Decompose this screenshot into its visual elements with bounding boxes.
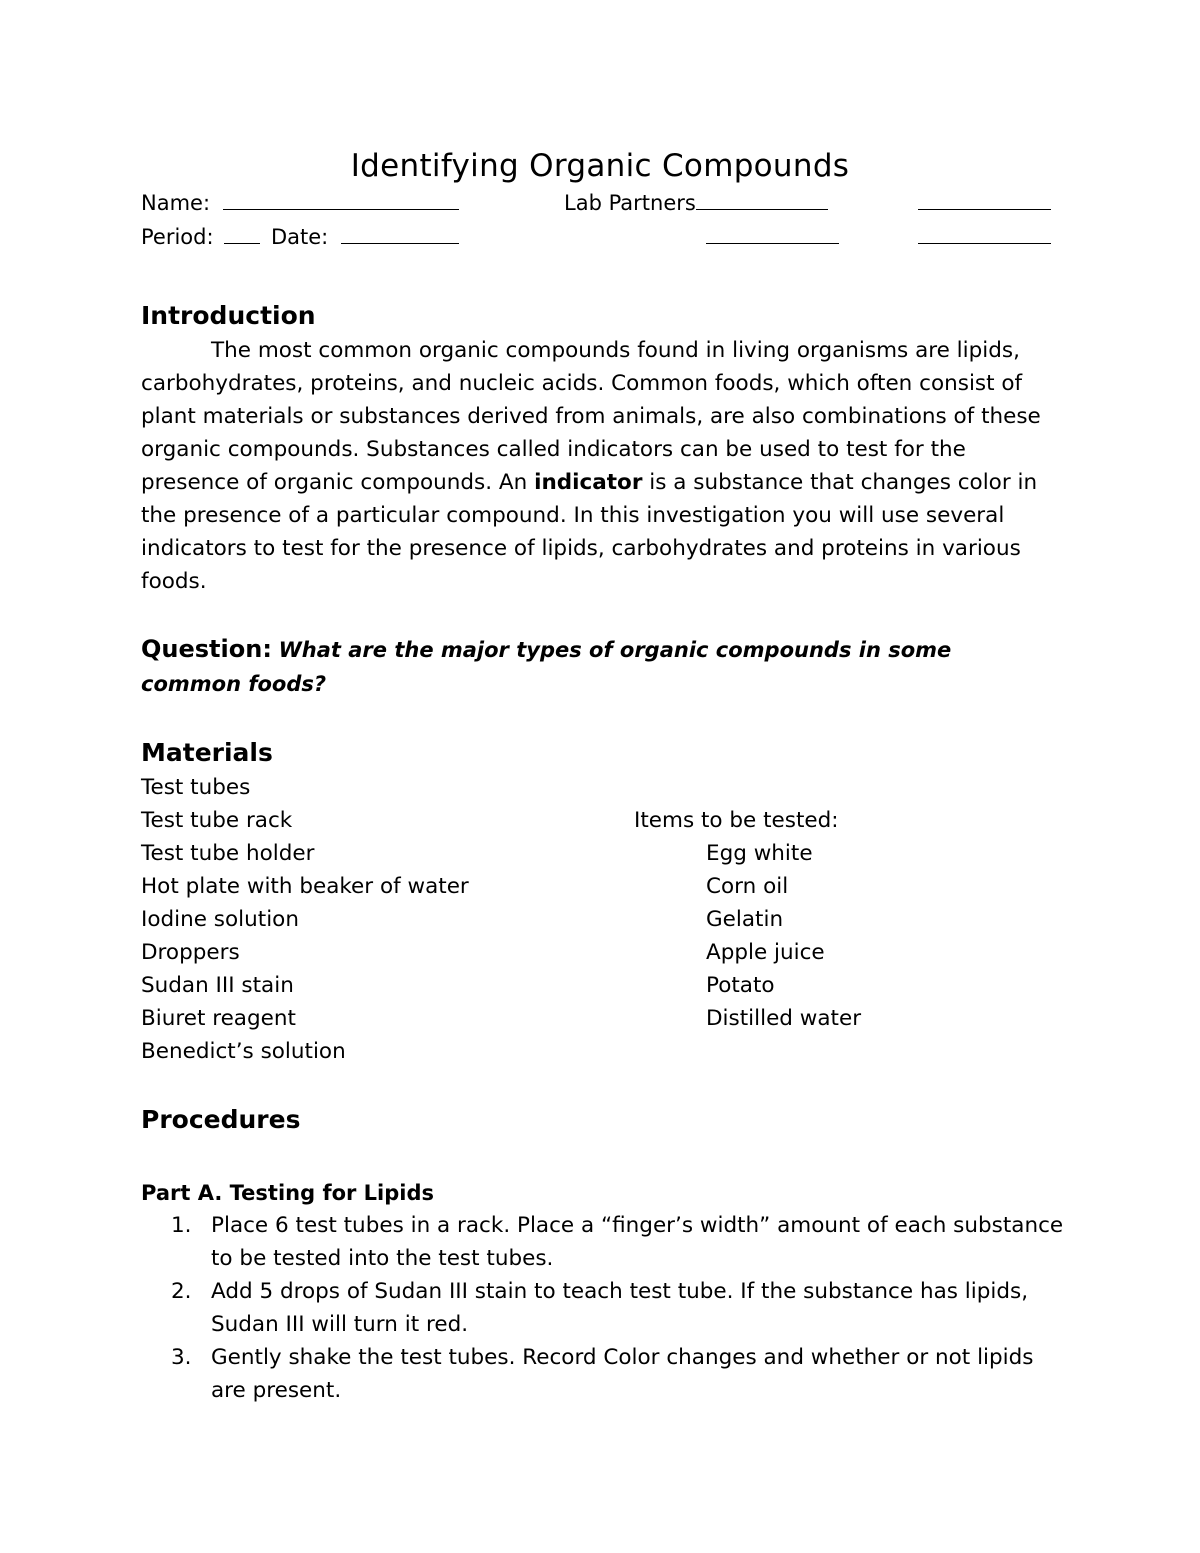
lab-partner-blank-3[interactable] — [706, 223, 839, 244]
step-text: Gently shake the test tubes. Record Color changes and whether or not lipids are present. — [211, 1345, 1034, 1403]
procedure-step — [141, 1275, 1071, 1341]
materials-heading: Materials — [141, 738, 273, 767]
material-item: Test tube rack — [141, 808, 293, 833]
lab-partner-blank-1[interactable] — [696, 189, 828, 210]
step-text: Place 6 test tubes in a rack. Place a “finger’s width” amount of each substance to be tested into the test tubes. — [211, 1213, 1064, 1271]
question-text: What are the major types of organic compounds in some common foods? — [141, 638, 952, 696]
material-item: Test tubes — [141, 775, 251, 800]
lab-partner-blank-3-row — [706, 223, 839, 251]
period-blank[interactable] — [224, 223, 260, 244]
intro-text-end: is a substance that changes color in the presence of a particular compound. In this investigation you will use several indicators to test for the presence of lipids, carbohydrates and proteins in various foods. — [141, 470, 1038, 594]
tested-item: Distilled water — [706, 1006, 862, 1031]
procedures-heading: Procedures — [141, 1105, 301, 1134]
name-field-row — [141, 189, 459, 217]
date-blank[interactable] — [341, 223, 459, 244]
items-tested-heading: Items to be tested: — [634, 808, 839, 833]
lab-partners-label: Lab Partners — [564, 191, 696, 215]
part-a-title: Part A. Testing for Lipids — [141, 1181, 435, 1205]
material-item: Sudan III stain — [141, 973, 294, 998]
material-item: Iodine solution — [141, 907, 299, 932]
intro-text-start: The most common organic compounds found in living organisms are lipids, carbohydrates, proteins, and nucleic acids. Common foods, which often consist of plant materials or substances derived from animals, are also combinations of these organic compounds. Substances called indicators can be used to test for the presence of organic compounds. An — [141, 338, 1041, 495]
intro-bold-term: indicator — [534, 470, 643, 495]
procedure-steps — [141, 1209, 1071, 1407]
tested-item: Corn oil — [706, 874, 789, 899]
materials-list — [141, 771, 469, 1068]
material-item: Biuret reagent — [141, 1006, 296, 1031]
tested-item: Egg white — [706, 841, 813, 866]
lab-partners-row — [564, 189, 828, 217]
date-label: Date: — [270, 225, 329, 249]
step-text: Add 5 drops of Sudan III stain to teach test tube. If the substance has lipids, Sudan III will turn it red. — [211, 1279, 1029, 1337]
material-item: Test tube holder — [141, 841, 315, 866]
name-blank[interactable] — [223, 189, 459, 210]
material-item: Droppers — [141, 940, 240, 965]
name-label: Name: — [141, 191, 211, 215]
procedure-step — [141, 1341, 1071, 1407]
lab-partner-blank-4-row — [918, 223, 1051, 251]
lab-partner-blank-2-row — [918, 189, 1051, 217]
tested-item: Potato — [706, 973, 775, 998]
introduction-paragraph — [141, 334, 1061, 598]
material-item: Hot plate with beaker of water — [141, 874, 469, 899]
introduction-heading: Introduction — [141, 301, 316, 330]
procedure-step — [141, 1209, 1071, 1275]
step-number: 3. — [171, 1345, 192, 1370]
material-item: Benedict’s solution — [141, 1039, 346, 1064]
period-label: Period: — [141, 225, 214, 249]
step-number: 2. — [171, 1279, 192, 1304]
tested-item: Gelatin — [706, 907, 784, 932]
items-tested-list — [706, 837, 861, 1035]
tested-item: Apple juice — [706, 940, 825, 965]
step-number: 1. — [171, 1213, 192, 1238]
question-block — [141, 632, 1051, 701]
period-date-row — [141, 223, 459, 251]
lab-partner-blank-4[interactable] — [918, 223, 1051, 244]
question-label: Question: — [141, 635, 272, 663]
lab-partner-blank-2[interactable] — [918, 189, 1051, 210]
page-title: Identifying Organic Compounds — [350, 148, 850, 184]
